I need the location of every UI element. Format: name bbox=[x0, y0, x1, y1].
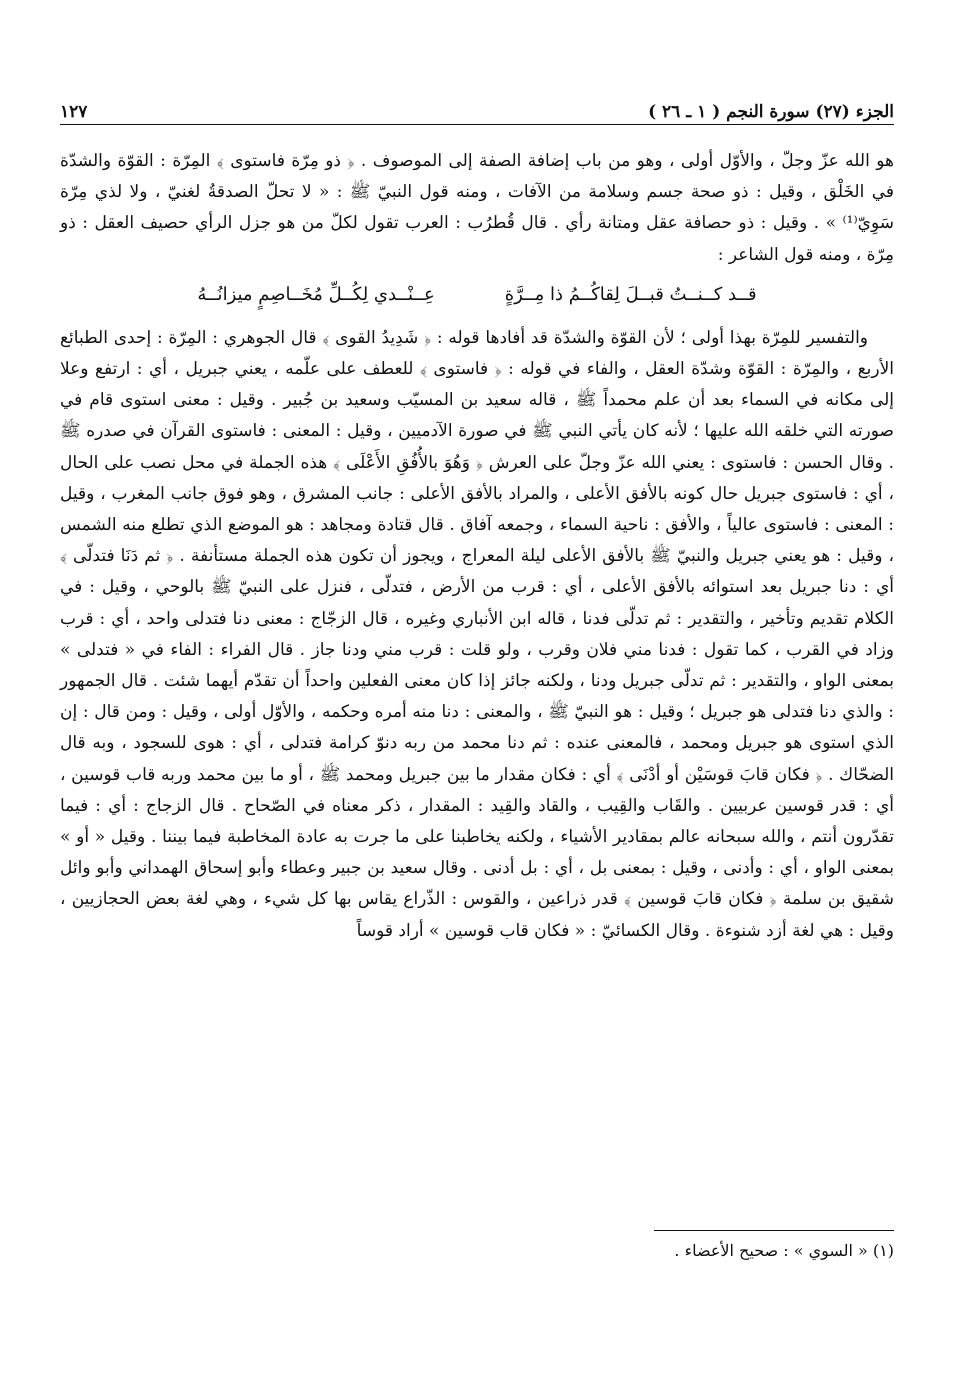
running-header bbox=[60, 92, 894, 122]
header-title: الجزء (٢٧) سورة النجم ( ١ ـ ٢٦ ) bbox=[648, 102, 894, 122]
footnote: (١) « السوي » : صحيح الأعضاء . bbox=[674, 1241, 894, 1260]
verse-first-hemistich: قــد كــنــتُ قبــلَ لِقاكُــمُ ذا مِــرَّةٍ bbox=[504, 283, 757, 305]
header-rule bbox=[60, 124, 894, 125]
paragraph-1: هو الله عزّ وجلّ ، والأوّل أولى ، وهو من باب إضافة الصفة إلى الموصوف . ﴿ ذو مِرّة فاستوى ﴾ المِرّة : القوّة والشدّة في الخَلْق ، وقيل : ذو صحة جسم وسلامة من الآفات ، ومنه قول النبيّ ﷺ : « لا تحلّ الصدقةُ لغنيّ ، ولا لذي مِرّة سَوِيّ⁽¹⁾ » . وقيل : ذو حصافة عقل ومتانة رأي . قال قُطرُب : العرب تقول لكلّ من هو جزل الرأي حصيف العقل : ذو مِرّة ، ومنه قول الشاعر : bbox=[60, 151, 894, 265]
paragraph-2: والتفسير للمِرّة بهذا أولى ؛ لأن القوّة والشدّة قد أفادها قوله : ﴿ شَدِيدُ القوى ﴾ قال الجوهري : المِرّة : إحدى الطبائع الأربع ، والمِرّة : القوّة وشدّة العقل ، والفاء في قوله : ﴿ فاستوى ﴾ للعطف على علّمه ، يعني جبريل ، أي : ارتفع وعلا إلى مكانه في السماء بعد أن علم محمداً ﷺ ، قاله سعيد بن المسيّب وسعيد بن جُبير . وقيل : معنى استوى قام في صورته التي خلقه الله عليها ؛ لأنه كان يأتي النبي ﷺ في صورة الآدميين ، وقيل : المعنى : فاستوى القرآن في صدره ﷺ . وقال الحسن : فاستوى : يعني الله عزّ وجلّ على العرش ﴿ وَهُوَ بالأُفُقِ الأَعْلَى ﴾ هذه الجملة في محل نصب على الحال ، أي : فاستوى جبريل حال كونه بالأفق الأعلى ، والمراد بالأفق الأعلى : جانب المشرق ، وهو فوق جانب المغرب ، وقيل : المعنى : فاستوى عالياً ، والأفق : ناحية السماء ، وجمعه آفاق . قال قتادة ومجاهد : هو الموضع الذي تطلع منه الشمس ، وقيل : هو يعني جبريل والنبيّ ﷺ بالأفق الأعلى ليلة المعراج ، ويجوز أن تكون هذه الجملة مستأنفة . ﴿ ثم دَنَا فتدلّى ﴾ أي : دنا جبريل بعد استوائه بالأفق الأعلى ، أي : قرب من الأرض ، فتدلّى ، فنزل على النبيّ ﷺ بالوحي ، وقيل : في الكلام تقديم وتأخير ، والتقدير : ثم تدلّى فدنا ، قاله ابن الأنباري وغيره ، قال الزجّاج : معنى دنا فتدلى واحد ، أي : قرب وزاد في القرب ، كما تقول : فدنا مني فلان وقرب ، ولو قلت : قرب مني ودنا جاز . قال الفراء : الفاء في « فتدلى » بمعنى الواو ، والتقدير : ثم تدلّى جبريل ودنا ، ولكنه جائز إذا كان معنى الفعلين واحداً أن تقدّم أيهما شئت . قال الجمهور : والذي دنا فتدلى هو جبريل ؛ وقيل : هو النبيّ ﷺ ، والمعنى : دنا منه أمره وحكمه ، والأوّل أولى ، وقيل : ومن قال : إن الذي استوى هو جبريل ومحمد ، فالمعنى عنده : ثم دنا محمد من ربه دنوّ كرامة فتدلى ، أي : هوى للسجود ، وبه قال الضحّاك . ﴿ فكان قابَ قوسَيْن أو أدْنَى ﴾ أي : فكان مقدار ما بين جبريل ومحمد ﷺ ، أو ما بين محمد وربه قاب قوسين ، أي : قدر قوسين عربيين . والقَاب والقِيب ، والقاد والقِيد : المقدار ، ذكر معناه في الصّحاح . قال الزجاج : أي : فيما تقدّرون أنتم ، والله سبحانه عالم بمقادير الأشياء ، ولكنه يخاطبنا على ما جرت به عادة المخاطبة فيما بيننا . وقيل « أو » بمعنى الواو ، أي : وأدنى ، وقيل : بمعنى بل ، أي : بل أدنى . وقال سعيد بن جبير وعطاء وأبو إسحاق الهمداني وأبو وائل شقيق بن سلمة ﴿ فكان قابَ قوسين ﴾ قدر ذراعين ، والقوس : الذّراع يقاس بها كل شيء ، وهي لغة بعض الحجازيين ، وقيل : هي لغة أزد شنوءة . وقال الكسائيّ : « فكان قاب قوسين » أراد قوساً bbox=[60, 327, 894, 941]
main-text bbox=[60, 146, 894, 947]
page-number: ١٢٧ bbox=[60, 102, 88, 122]
footnote-rule bbox=[654, 1230, 894, 1231]
verse-second-hemistich: عِــنْــدي لِكُــلِّ مُخَــاصِمٍ ميزانُــهُ bbox=[197, 283, 435, 305]
poetry-verse bbox=[60, 279, 894, 311]
